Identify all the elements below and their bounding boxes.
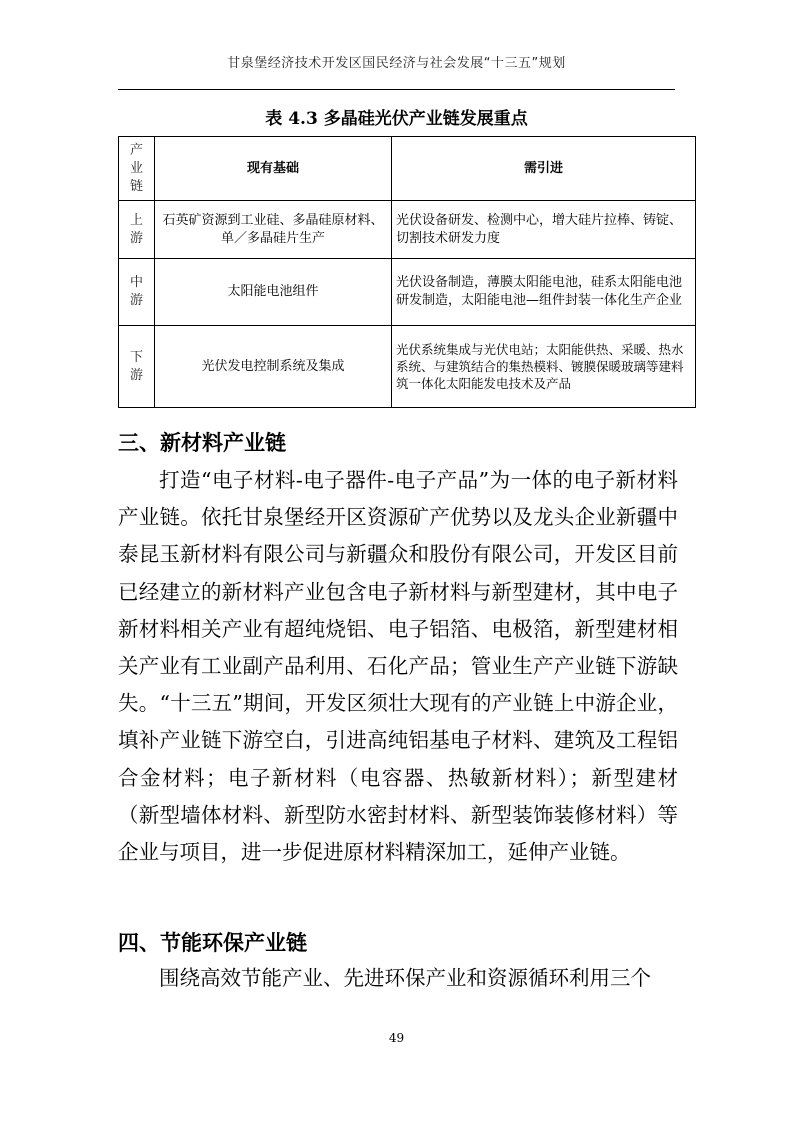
stacked-char: 游	[129, 230, 143, 246]
column-header-needed: 需引进	[392, 137, 696, 201]
column-header-existing: 现有基础	[155, 137, 392, 201]
stacked-char: 游	[129, 293, 143, 308]
stacked-char: 上	[129, 212, 143, 228]
existing-cell: 光伏发电控制系统及集成	[155, 326, 392, 408]
stacked-char: 业	[129, 160, 143, 176]
existing-cell: 石英矿资源到工业硅、多晶硅原材料、单／多晶硅片生产	[155, 201, 392, 259]
running-header: 甘泉堡经济技术开发区国民经济与社会发展“十三五”规划	[227, 56, 566, 71]
table-row-upstream	[119, 201, 696, 259]
section-heading-new-materials: 三、新材料产业链	[118, 430, 286, 455]
column-header-segment	[119, 137, 155, 201]
body-paragraph-new-materials: 打造“电子材料-电子器件-电子产品”为一体的电子新材料产业链。依托甘泉堡经开区资源矿产优势以及龙头企业新疆中泰昆玉新材料有限公司与新疆众和股份有限公司，开发区目前已经建立的新材料产业包含电子新材料与新型建材，其中电子新材料相关产业有超纯烧铝、电子铝箔、电极箔，新型建材相关产业有工业副产品利用、石化产品；管业生产产业链下游缺失。“十三五”期间，开发区须壮大现有的产业链上中游企业，填补产业链下游空白，引进高纯铝基电子材料、建筑及工程铝合金材料；电子新材料（电容器、热敏新材料）；新型建材（新型墙体材料、新型防水密封材料、新型装饰装修材料）等企业与项目，进一步促进原材料精深加工，延伸产业链。	[118, 468, 678, 865]
segment-cell	[119, 201, 155, 259]
needed-cell: 光伏设备制造，薄膜太阳能电池，硅系太阳能电池研发制造，太阳能电池—组件封装一体化生产企业	[392, 259, 696, 326]
stacked-char: 游	[129, 367, 143, 383]
stacked-char: 中	[129, 275, 143, 290]
segment-cell	[119, 259, 155, 326]
stacked-char: 产	[129, 142, 143, 158]
segment-cell	[119, 326, 155, 408]
header-divider	[118, 89, 675, 90]
table-header-row	[119, 137, 696, 201]
needed-cell: 光伏系统集成与光伏电站；太阳能供热、采暖、热水系统、与建筑结合的集热模料、镀膜保暖玻璃等建料筑一体化太阳能发电技术及产品	[392, 326, 696, 408]
needed-cell: 光伏设备研发、检测中心，增大硅片拉棒、铸锭、切割技术研发力度	[392, 201, 696, 259]
table-row-downstream	[119, 326, 696, 408]
page-number: 49	[388, 1031, 405, 1045]
industry-chain-table	[118, 136, 696, 408]
existing-cell: 太阳能电池组件	[155, 259, 392, 326]
table-row-midstream	[119, 259, 696, 326]
stacked-char: 下	[129, 349, 143, 365]
body-paragraph-energy-saving: 围绕高效节能产业、先进环保产业和资源循环利用三个	[159, 966, 651, 990]
section-heading-energy-saving: 四、节能环保产业链	[118, 930, 307, 955]
table-caption: 表 4.3 多晶硅光伏产业链发展重点	[265, 109, 528, 129]
stacked-char: 链	[129, 178, 143, 194]
